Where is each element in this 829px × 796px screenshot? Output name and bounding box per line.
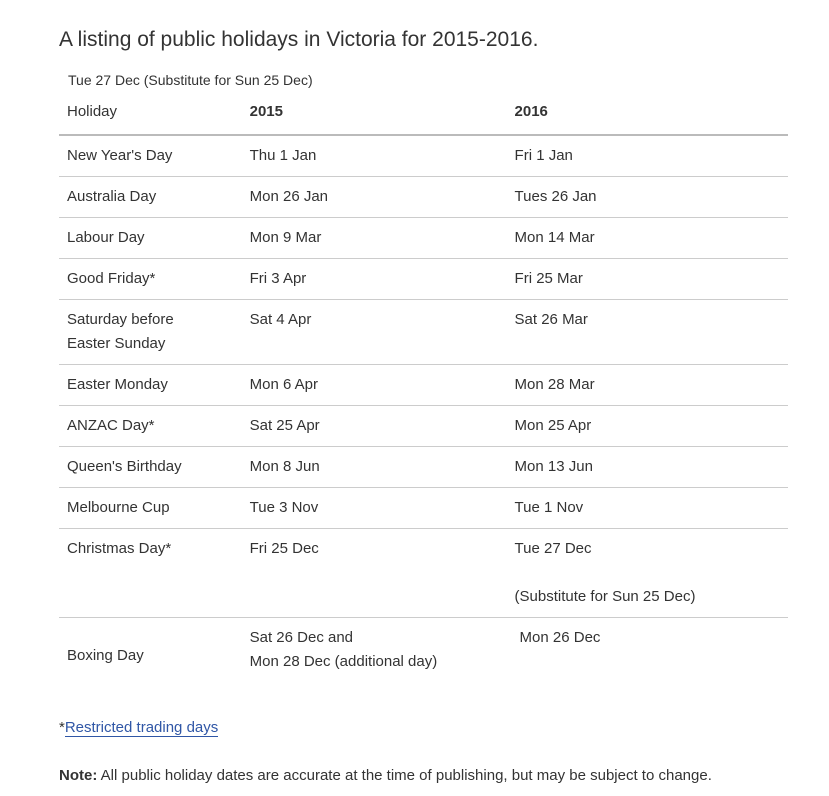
header-2016: 2016	[507, 100, 788, 135]
asterisk-marker: *	[59, 719, 65, 736]
table-row	[59, 365, 788, 406]
date-2016: Mon 26 Dec	[519, 629, 601, 646]
holidays-table	[59, 100, 788, 682]
date-2015: Fri 3 Apr	[242, 259, 507, 300]
holiday-name: New Year's Day	[59, 135, 242, 177]
table-row	[59, 406, 788, 447]
holiday-name	[59, 300, 242, 365]
table-row	[59, 218, 788, 259]
table-row	[59, 618, 788, 683]
page-content	[59, 26, 789, 784]
date-2015: Sat 25 Apr	[242, 406, 507, 447]
table-row	[59, 447, 788, 488]
date-2016: Mon 14 Mar	[507, 218, 788, 259]
date-2016: Tue 1 Nov	[507, 488, 788, 529]
disclaimer-note	[59, 766, 712, 786]
table-row	[59, 135, 788, 177]
holiday-name: ANZAC Day*	[59, 406, 242, 447]
date-2016: Mon 25 Apr	[507, 406, 788, 447]
date-2016: Mon 28 Mar	[507, 365, 788, 406]
date-2015: Mon 6 Apr	[242, 365, 507, 406]
table-row	[59, 177, 788, 218]
table-header-row	[59, 100, 788, 135]
date-2015: Mon 9 Mar	[242, 218, 507, 259]
holiday-name: Boxing Day	[67, 647, 144, 664]
holiday-name: Queen's Birthday	[59, 447, 242, 488]
date-2015: Thu 1 Jan	[242, 135, 507, 177]
holiday-name: Easter Monday	[59, 365, 242, 406]
holiday-name: Good Friday*	[59, 259, 242, 300]
table-row	[59, 529, 788, 618]
restricted-trading-days-link[interactable]: Restricted trading days	[64, 719, 219, 736]
restricted-trading-footer	[59, 718, 218, 738]
date-2016: Fri 1 Jan	[507, 135, 788, 177]
table-row	[59, 300, 788, 365]
date-2016-main: Tue 27 Dec	[514, 540, 592, 557]
date-2016: Sat 26 Mar	[507, 300, 788, 365]
sub-caption: Tue 27 Dec (Substitute for Sun 25 Dec)	[68, 72, 313, 88]
holiday-name: Christmas Day*	[59, 529, 242, 618]
note-label: Note:	[59, 767, 98, 784]
date-2015-line1: Sat 26 Dec and	[249, 629, 354, 646]
date-2015	[242, 618, 507, 683]
holiday-name-line2: Easter Sunday	[67, 335, 166, 352]
date-2016: Fri 25 Mar	[507, 259, 788, 300]
holiday-name: Australia Day	[59, 177, 242, 218]
holiday-name: Melbourne Cup	[59, 488, 242, 529]
holiday-name-line1: Saturday before	[67, 311, 174, 328]
date-2015: Sat 4 Apr	[242, 300, 507, 365]
date-2015: Tue 3 Nov	[242, 488, 507, 529]
date-2015: Fri 25 Dec	[242, 529, 507, 618]
date-2015-line2: Mon 28 Dec (additional day)	[249, 653, 438, 670]
header-2015: 2015	[242, 100, 507, 135]
date-2015: Mon 8 Jun	[242, 447, 507, 488]
date-2016-note: (Substitute for Sun 25 Dec)	[514, 588, 696, 605]
header-holiday: Holiday	[59, 100, 242, 135]
holiday-name: Labour Day	[59, 218, 242, 259]
date-2016	[507, 529, 788, 618]
date-2016: Mon 13 Jun	[507, 447, 788, 488]
date-2016: Tues 26 Jan	[507, 177, 788, 218]
table-row	[59, 259, 788, 300]
note-text: All public holiday dates are accurate at the time of publishing, but may be subject to change.	[97, 767, 712, 784]
table-row	[59, 488, 788, 529]
page-title: A listing of public holidays in Victoria for 2015-2016.	[59, 28, 539, 51]
date-2015: Mon 26 Jan	[242, 177, 507, 218]
